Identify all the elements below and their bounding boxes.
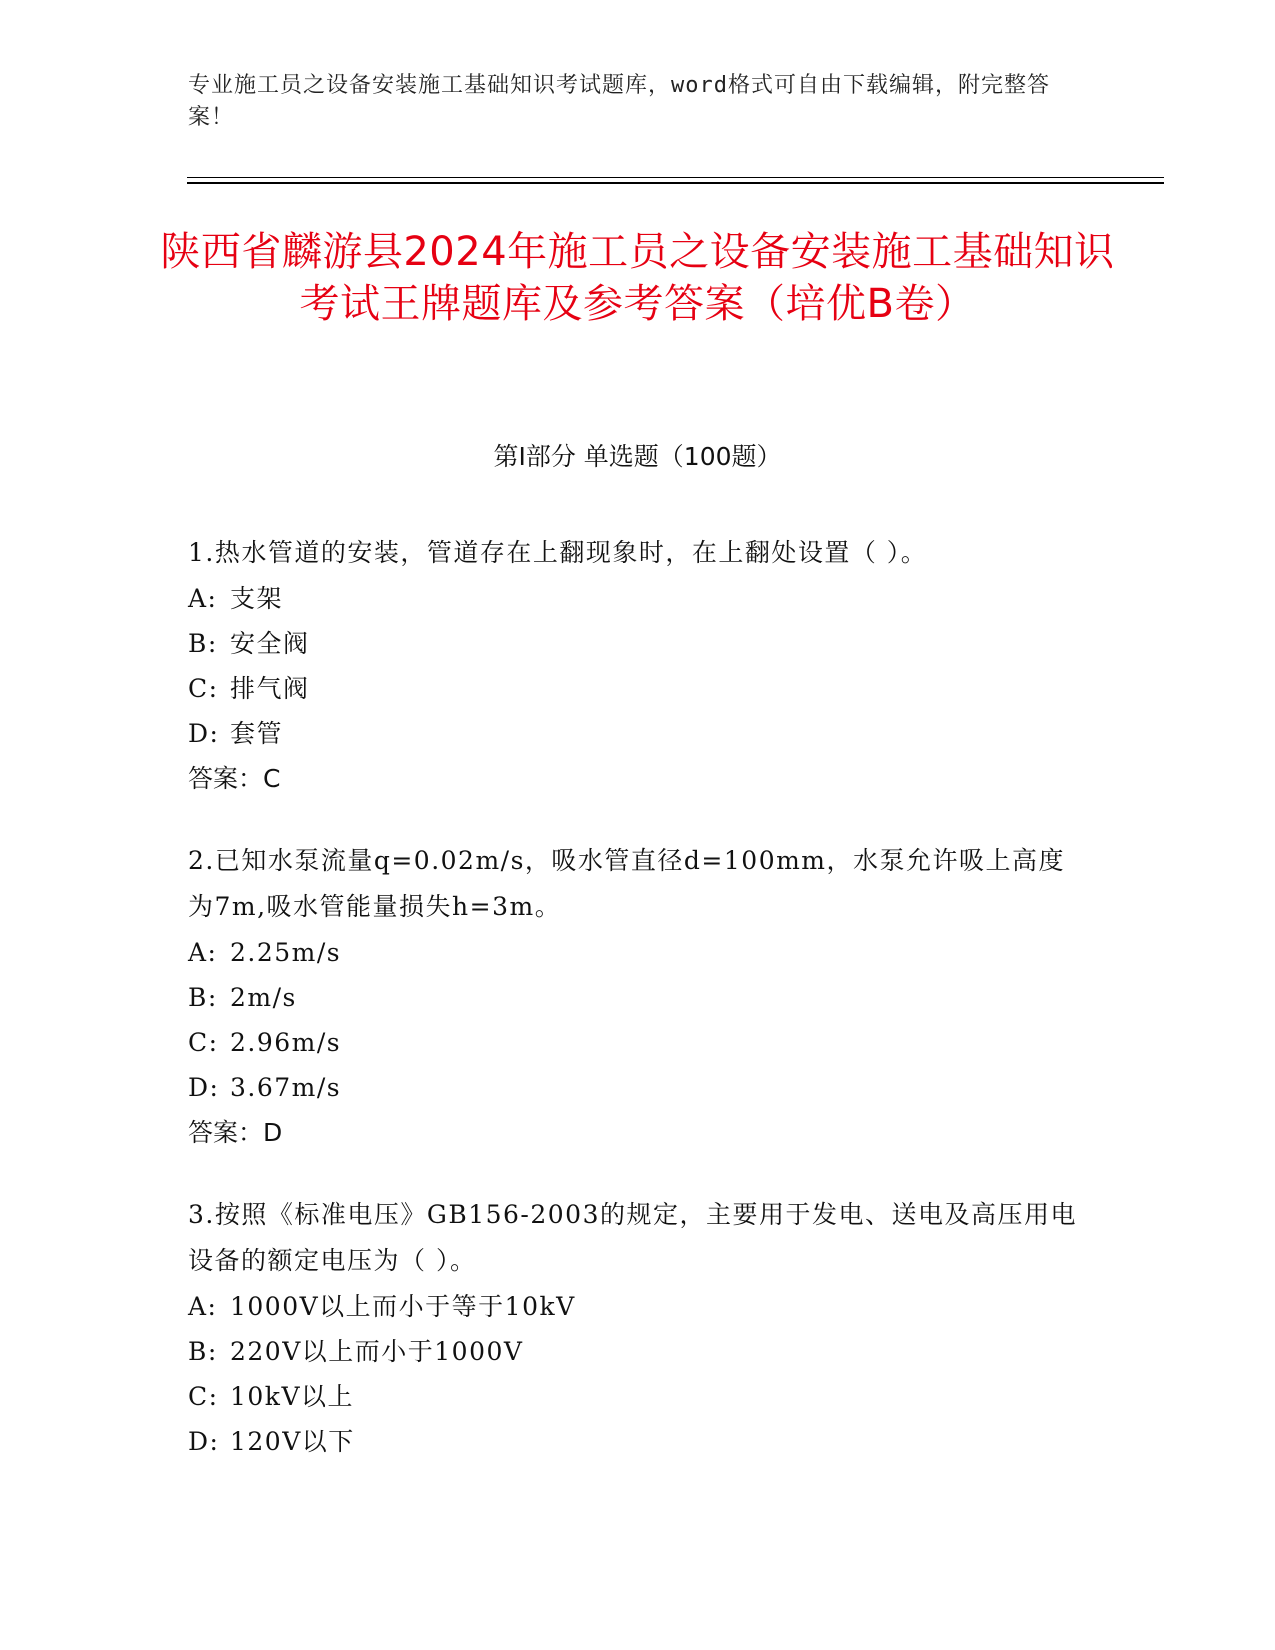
option-key: D: <box>188 1427 220 1456</box>
question-stem: 2.已知水泵流量q=0.02m/s，吸水管直径d=100mm，水泵允许吸上高度为7m,吸水管能量损失h=3m。 <box>188 846 1066 921</box>
option-text: 1000V以上而小于等于10kV <box>230 1292 576 1321</box>
question-2 <box>188 838 1088 1156</box>
section-heading: 第Ⅰ部分 单选题（100题） <box>493 442 782 471</box>
option-c <box>188 1020 1088 1065</box>
option-text: 安全阀 <box>230 629 310 658</box>
option-key: D: <box>188 719 220 748</box>
option-d <box>188 711 1088 756</box>
option-a <box>188 576 1088 621</box>
option-b <box>188 975 1088 1020</box>
option-text: 2.25m/s <box>230 938 342 967</box>
option-text: 排气阀 <box>230 674 310 703</box>
question-stem: 1.热水管道的安装，管道存在上翻现象时，在上翻处设置（ ）。 <box>188 538 928 567</box>
option-text: 2.96m/s <box>230 1028 342 1057</box>
header-note: 专业施工员之设备安装施工基础知识考试题库，word格式可自由下载编辑，附完整答案！ <box>188 73 1050 130</box>
option-key: D: <box>188 1073 220 1102</box>
question-1 <box>188 530 1088 802</box>
option-key: C: <box>188 674 219 703</box>
option-d <box>188 1419 1088 1464</box>
option-d <box>188 1065 1088 1110</box>
option-key: B: <box>188 629 218 658</box>
option-text: 支架 <box>230 584 284 613</box>
option-key: A: <box>188 584 218 613</box>
answer-line: 答案：D <box>188 1118 283 1147</box>
option-c <box>188 1374 1088 1419</box>
document-title: 陕西省麟游县2024年施工员之设备安装施工基础知识考试王牌题库及参考答案（培优B卷） <box>160 229 1115 327</box>
answer-line: 答案：C <box>188 764 281 793</box>
option-text: 套管 <box>230 719 284 748</box>
header-rule-thin <box>187 177 1164 178</box>
option-c <box>188 666 1088 711</box>
option-key: B: <box>188 1337 218 1366</box>
option-key: A: <box>188 1292 218 1321</box>
option-text: 220V以上而小于1000V <box>230 1337 524 1366</box>
option-key: A: <box>188 938 218 967</box>
option-key: B: <box>188 983 218 1012</box>
option-b <box>188 621 1088 666</box>
header-rule-thick <box>187 182 1164 184</box>
question-stem: 3.按照《标准电压》GB156-2003的规定，主要用于发电、送电及高压用电设备的额定电压为（ ）。 <box>188 1200 1077 1275</box>
option-text: 3.67m/s <box>230 1073 342 1102</box>
question-3 <box>188 1192 1088 1464</box>
option-text: 120V以下 <box>230 1427 355 1456</box>
option-text: 2m/s <box>230 983 297 1012</box>
option-key: C: <box>188 1382 219 1411</box>
option-b <box>188 1329 1088 1374</box>
option-a <box>188 930 1088 975</box>
option-a <box>188 1284 1088 1329</box>
question-list <box>188 530 1088 1500</box>
option-key: C: <box>188 1028 219 1057</box>
option-text: 10kV以上 <box>230 1382 355 1411</box>
